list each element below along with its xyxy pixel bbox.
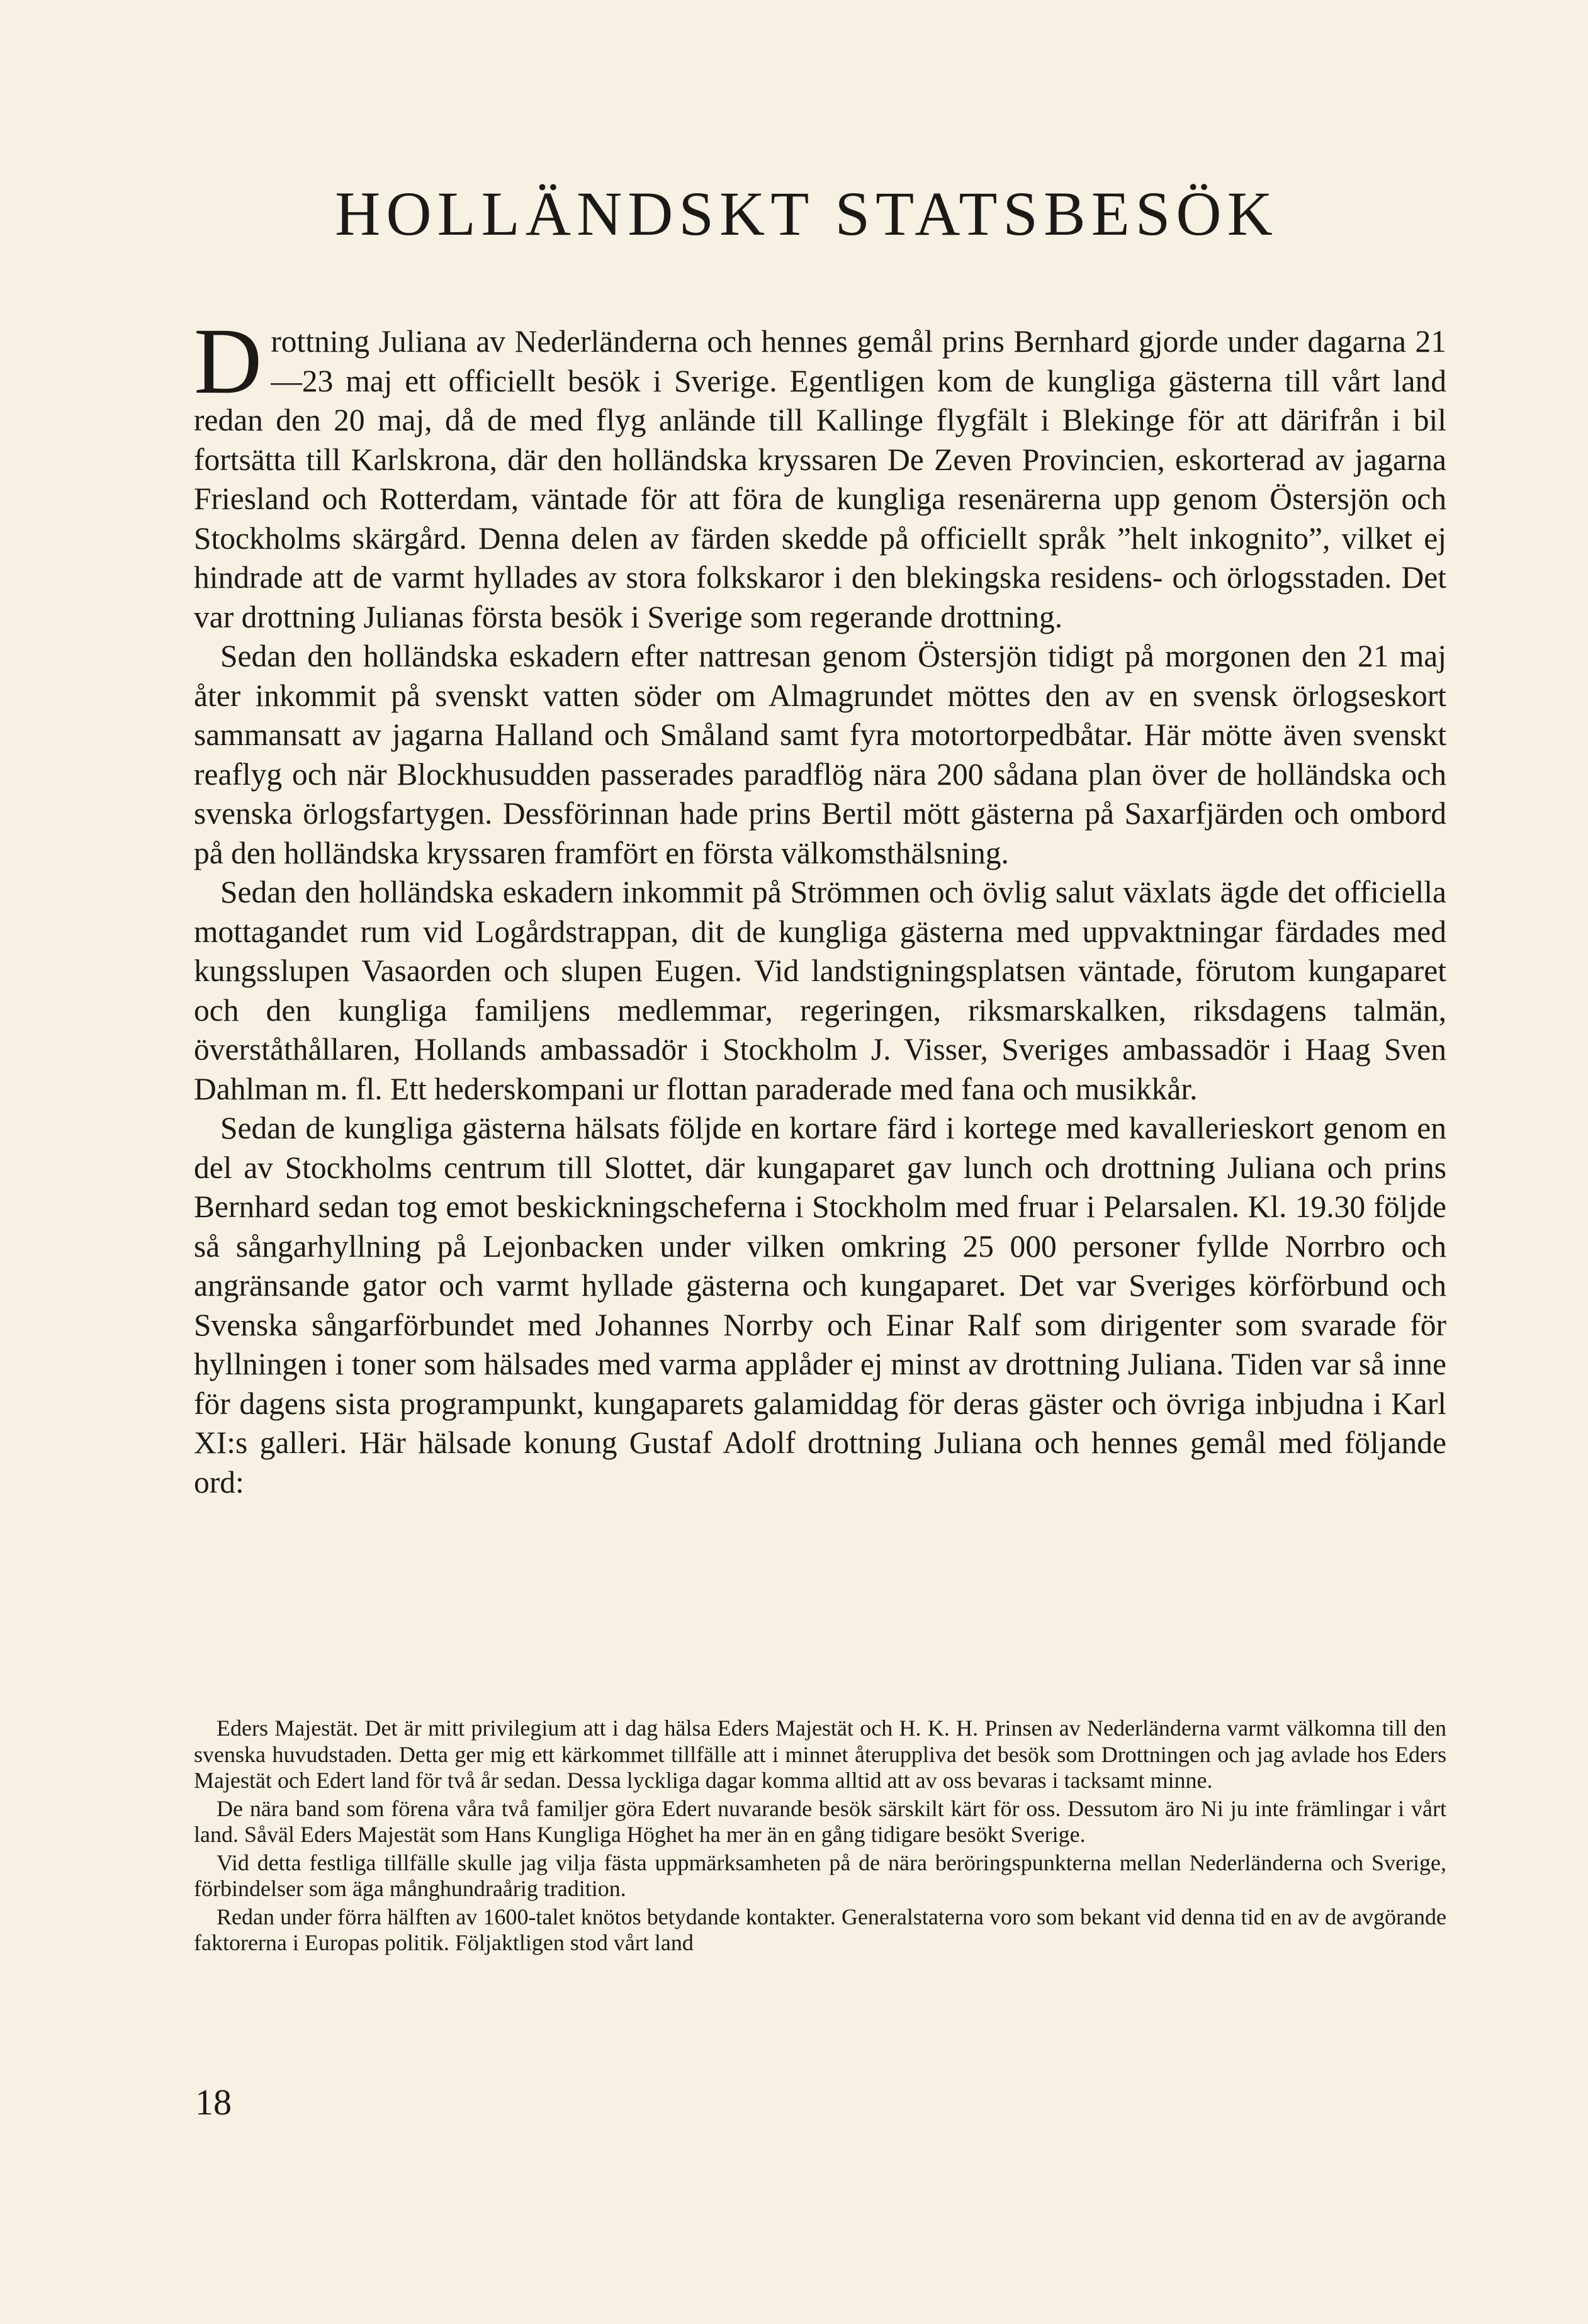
body-paragraph: Sedan den holländska eskadern inkommit på Strömmen och övlig salut växlats ägde det officiella mottagandet rum vid Logårdstrappan, dit de kungliga gästerna med uppvaktningar färdades med kungsslupen Vasaorden och slupen Eugen. Vid landstigningsplatsen väntade, förutom kungaparet och den kungliga familjens medlemmar, regeringen, riksmarskalken, riksdagens talmän, överståthållaren, Hollands ambassadör i Stockholm J. Visser, Sveriges ambassadör i Haag Sven Dahlman m. fl. Ett hederskompani ur flottan paraderade med fana och musikkår. [194, 875, 1446, 1106]
speech-quote [194, 1715, 1446, 1956]
page-number: 18 [195, 2082, 232, 2123]
page-title: HOLLÄNDSKT STATSBESÖK [335, 179, 1278, 249]
article-body [194, 309, 1446, 1502]
intro-paragraph [194, 309, 1446, 637]
speech-paragraph: Vid detta festliga tillfälle skulle jag vilja fästa uppmärksamheten på de nära beröringspunkterna mellan Nederländerna och Sverige, förbindelser som äga månghundraårig tradition. [194, 1850, 1446, 1901]
body-paragraph: Sedan de kungliga gästerna hälsats följde en kortare färd i kortege med kavallerieskort genom en del av Stockholms centrum till Slottet, där kungaparet gav lunch och drottning Juliana och prins Bernhard sedan tog emot beskickningscheferna i Stockholm med fruar i Pelarsalen. Kl. 19.30 följde så sångarhyllning på Lejonbacken under vilken omkring 25 000 personer fyllde Norrbro och angränsande gator och varmt hyllade gästerna och kungaparet. Det var Sveriges körförbund och Svenska sångarförbundet med Johannes Norrby och Einar Ralf som dirigenter som svarade för hyllningen i toner som hälsades med varma applåder ej minst av drottning Juliana. Tiden var så inne för dagens sista programpunkt, kungaparets galamiddag för deras gäster och övriga inbjudna i Karl XI:s galleri. Här hälsade konung Gustaf Adolf drottning Juliana och hennes gemål med följande ord: [194, 1111, 1446, 1500]
intro-text: rottning Juliana av Nederländerna och hennes gemål prins Bernhard gjorde under dagarna 21—23 maj ett officiellt besök i Sverige. Egentligen kom de kungliga gästerna till vårt land redan den 20 maj, då de med flyg anlände till Kallinge flygfält i Blekinge för att därifrån i bil fortsätta till Karlskrona, där den holländska kryssaren De Zeven Provincien, eskorterad av jagarna Friesland och Rotterdam, väntade för att föra de kungliga resenärerna upp genom Östersjön och Stockholms skärgård. Denna delen av färden skedde på officiellt språk ”helt inkognito”, vilket ej hindrade att de varmt hyllades av stora folkskaror i den blekingska residens- och örlogsstaden. Det var drottning Julianas första besök i Sverige som regerande drottning. [194, 324, 1446, 634]
speech-paragraph: Eders Majestät. Det är mitt privilegium att i dag hälsa Eders Majestät och H. K. H. Prinsen av Nederländerna varmt välkomna till den svenska huvudstaden. Detta ger mig ett kärkommet tillfälle att i minnet återuppliva det besök som Drottningen och jag avlade hos Eders Majestät och Edert land för två år sedan. Dessa lyckliga dagar komma alltid att av oss bevaras i tacksamt minne. [194, 1715, 1446, 1793]
drop-cap: D [194, 309, 262, 413]
speech-paragraph: De nära band som förena våra två familjer göra Edert nuvarande besök särskilt kärt för oss. Dessutom äro Ni ju inte främlingar i vårt land. Såväl Eders Majestät som Hans Kungliga Höghet ha mer än en gång tidigare besökt Sverige. [194, 1795, 1446, 1847]
speech-paragraph: Redan under förra hälften av 1600-talet knötos betydande kontakter. Generalstaterna voro som bekant vid denna tid en av de avgörande faktorerna i Europas politik. Följaktligen stod vårt land [194, 1904, 1446, 1955]
body-paragraph: Sedan den holländska eskadern efter nattresan genom Östersjön tidigt på morgonen den 21 maj åter inkommit på svenskt vatten söder om Almagrundet möttes den av en svensk örlogseskort sammansatt av jagarna Halland och Småland samt fyra motortorpedbåtar. Här mötte även svenskt reaflyg och när Blockhusudden passerades paradflög nära 200 sådana plan över de holländska och svenska örlogsfartygen. Dessförinnan hade prins Bertil mött gästerna på Saxarfjärden och ombord på den holländska kryssaren framfört en första välkomsthälsning. [194, 639, 1446, 870]
